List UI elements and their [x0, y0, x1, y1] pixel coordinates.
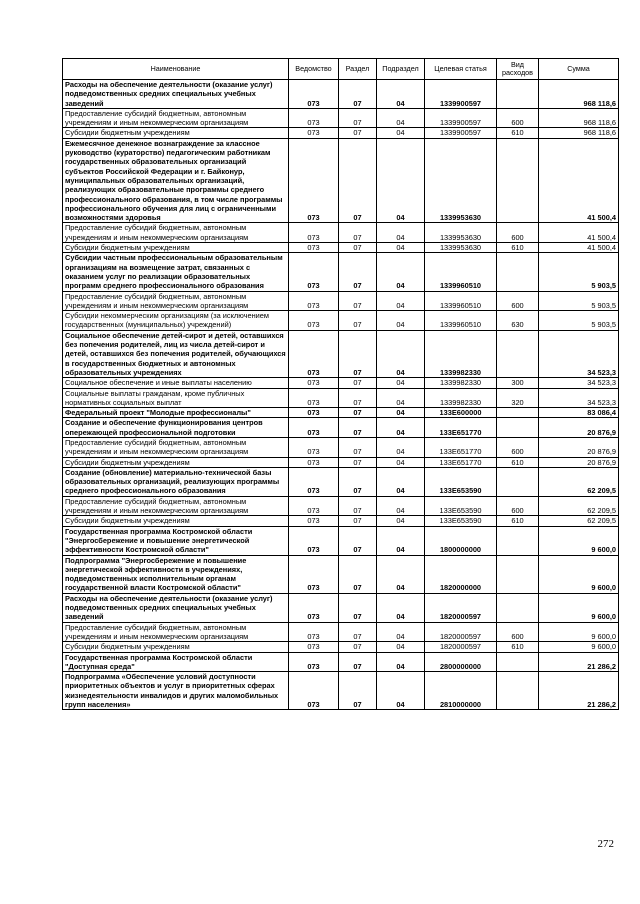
cell-summa: 41 500,4 [539, 138, 619, 223]
cell-podrazdel: 04 [377, 388, 425, 408]
cell-razdel: 07 [339, 243, 377, 253]
cell-vid-rashodov: 610 [497, 457, 539, 467]
cell-name: Государственная программа Костромской области "Энергосбережение и повышение энергетической эффективности Костромской области" [63, 526, 289, 555]
cell-podrazdel: 04 [377, 243, 425, 253]
cell-summa: 5 903,5 [539, 253, 619, 291]
cell-vid-rashodov: 600 [497, 291, 539, 311]
cell-vedomstvo: 073 [289, 467, 339, 496]
cell-celevaya-statya: 1339960510 [425, 311, 497, 331]
table-row [63, 138, 619, 223]
cell-razdel: 07 [339, 388, 377, 408]
cell-razdel: 07 [339, 108, 377, 128]
cell-vid-rashodov: 610 [497, 243, 539, 253]
cell-razdel: 07 [339, 672, 377, 710]
table-row [63, 223, 619, 243]
table-row [63, 80, 619, 109]
cell-podrazdel: 04 [377, 516, 425, 526]
cell-vedomstvo: 073 [289, 330, 339, 377]
cell-name: Субсидии бюджетным учреждениям [63, 243, 289, 253]
cell-razdel: 07 [339, 622, 377, 642]
cell-vedomstvo: 073 [289, 408, 339, 418]
table-row [63, 652, 619, 672]
table-header-row [63, 59, 619, 80]
cell-vedomstvo: 073 [289, 418, 339, 438]
cell-celevaya-statya: 1820000597 [425, 622, 497, 642]
cell-podrazdel: 04 [377, 330, 425, 377]
cell-razdel: 07 [339, 526, 377, 555]
cell-celevaya-statya: 2810000000 [425, 672, 497, 710]
cell-celevaya-statya: 133E653590 [425, 516, 497, 526]
cell-name: Создание и обеспечение функционирования центров опережающей профессиональной подготовки [63, 418, 289, 438]
cell-vedomstvo: 073 [289, 652, 339, 672]
cell-summa: 9 600,0 [539, 555, 619, 593]
cell-celevaya-statya: 133E651770 [425, 418, 497, 438]
cell-summa: 5 903,5 [539, 311, 619, 331]
cell-name: Ежемесячное денежное вознаграждение за классное руководство (кураторство) педагогическим работникам государственных образовательных организаций субъектов Российской Федерации и г. Байконур, муниципальных образовательных организаций, реализующих образовательные программы среднего профессионального образования, в том числе программы профессионального обучения для лиц с ограниченными возможностями здоровья [63, 138, 289, 223]
cell-vid-rashodov: 600 [497, 496, 539, 516]
cell-vid-rashodov [497, 418, 539, 438]
cell-name: Субсидии бюджетным учреждениям [63, 457, 289, 467]
cell-celevaya-statya: 1339982330 [425, 330, 497, 377]
table-row [63, 253, 619, 291]
cell-vid-rashodov: 600 [497, 622, 539, 642]
cell-podrazdel: 04 [377, 467, 425, 496]
cell-podrazdel: 04 [377, 378, 425, 388]
table-row [63, 311, 619, 331]
cell-razdel: 07 [339, 652, 377, 672]
cell-razdel: 07 [339, 223, 377, 243]
cell-vid-rashodov [497, 593, 539, 622]
cell-podrazdel: 04 [377, 128, 425, 138]
cell-vedomstvo: 073 [289, 388, 339, 408]
table-row [63, 526, 619, 555]
cell-celevaya-statya: 1800000000 [425, 526, 497, 555]
cell-vedomstvo: 073 [289, 457, 339, 467]
cell-celevaya-statya: 1339960510 [425, 253, 497, 291]
cell-vedomstvo: 073 [289, 496, 339, 516]
cell-vid-rashodov [497, 526, 539, 555]
table-row [63, 496, 619, 516]
cell-razdel: 07 [339, 253, 377, 291]
cell-podrazdel: 04 [377, 672, 425, 710]
cell-name: Предоставление субсидий бюджетным, автономным учреждениям и иным некоммерческим организациям [63, 223, 289, 243]
cell-name: Предоставление субсидий бюджетным, автономным учреждениям и иным некоммерческим организациям [63, 108, 289, 128]
cell-summa: 9 600,0 [539, 622, 619, 642]
header-vid-rashodov: Вид расходов [497, 59, 539, 80]
cell-summa: 62 209,5 [539, 496, 619, 516]
table-row [63, 388, 619, 408]
cell-podrazdel: 04 [377, 622, 425, 642]
cell-vid-rashodov: 600 [497, 437, 539, 457]
header-razdel: Раздел [339, 59, 377, 80]
cell-podrazdel: 04 [377, 437, 425, 457]
cell-razdel: 07 [339, 128, 377, 138]
cell-vid-rashodov [497, 555, 539, 593]
header-podrazdel: Подраздел [377, 59, 425, 80]
cell-vid-rashodov: 300 [497, 378, 539, 388]
cell-celevaya-statya: 1339982330 [425, 378, 497, 388]
table-row [63, 330, 619, 377]
cell-summa: 62 209,5 [539, 467, 619, 496]
cell-razdel: 07 [339, 593, 377, 622]
cell-razdel: 07 [339, 138, 377, 223]
cell-podrazdel: 04 [377, 526, 425, 555]
cell-podrazdel: 04 [377, 138, 425, 223]
cell-celevaya-statya: 1339900597 [425, 80, 497, 109]
cell-vid-rashodov [497, 408, 539, 418]
cell-summa: 968 118,6 [539, 108, 619, 128]
cell-name: Субсидии некоммерческим организациям (за исключением государственных (муниципальных) учреждений) [63, 311, 289, 331]
cell-podrazdel: 04 [377, 496, 425, 516]
cell-vedomstvo: 073 [289, 642, 339, 652]
cell-vedomstvo: 073 [289, 80, 339, 109]
cell-razdel: 07 [339, 418, 377, 438]
cell-vid-rashodov [497, 672, 539, 710]
cell-vid-rashodov [497, 80, 539, 109]
cell-name: Расходы на обеспечение деятельности (оказание услуг) подведомственных средних специальных учебных заведений [63, 593, 289, 622]
header-vedomstvo: Ведомство [289, 59, 339, 80]
cell-celevaya-statya: 1339900597 [425, 128, 497, 138]
cell-podrazdel: 04 [377, 457, 425, 467]
cell-summa: 9 600,0 [539, 593, 619, 622]
table-body [63, 80, 619, 710]
cell-razdel: 07 [339, 80, 377, 109]
cell-podrazdel: 04 [377, 555, 425, 593]
cell-razdel: 07 [339, 496, 377, 516]
cell-summa: 21 286,2 [539, 672, 619, 710]
cell-name: Создание (обновление) материально-технической базы образовательных организаций, реализующих программы среднего профессионального образования [63, 467, 289, 496]
cell-name: Субсидии бюджетным учреждениям [63, 516, 289, 526]
cell-summa: 41 500,4 [539, 243, 619, 253]
cell-podrazdel: 04 [377, 253, 425, 291]
budget-table [62, 58, 619, 710]
cell-podrazdel: 04 [377, 108, 425, 128]
cell-vedomstvo: 073 [289, 128, 339, 138]
cell-vid-rashodov: 610 [497, 642, 539, 652]
cell-celevaya-statya: 2800000000 [425, 652, 497, 672]
cell-vid-rashodov: 630 [497, 311, 539, 331]
cell-name: Субсидии бюджетным учреждениям [63, 128, 289, 138]
cell-podrazdel: 04 [377, 80, 425, 109]
cell-vid-rashodov [497, 138, 539, 223]
cell-name: Подпрограмма "Энергосбережение и повышение энергетической эффективности в учреждениях, подведомственных исполнительным органам государственной власти Костромской области" [63, 555, 289, 593]
table-row [63, 418, 619, 438]
cell-vedomstvo: 073 [289, 526, 339, 555]
cell-vedomstvo: 073 [289, 672, 339, 710]
table-row [63, 108, 619, 128]
table-row [63, 408, 619, 418]
cell-celevaya-statya: 1820000597 [425, 642, 497, 652]
table-row [63, 243, 619, 253]
cell-podrazdel: 04 [377, 642, 425, 652]
cell-vedomstvo: 073 [289, 243, 339, 253]
header-summa: Сумма [539, 59, 619, 80]
cell-vedomstvo: 073 [289, 555, 339, 593]
cell-vid-rashodov: 320 [497, 388, 539, 408]
cell-vedomstvo: 073 [289, 223, 339, 243]
cell-name: Субсидии бюджетным учреждениям [63, 642, 289, 652]
table-row [63, 467, 619, 496]
cell-podrazdel: 04 [377, 408, 425, 418]
table-row [63, 516, 619, 526]
cell-razdel: 07 [339, 311, 377, 331]
cell-name: Предоставление субсидий бюджетным, автономным учреждениям и иным некоммерческим организациям [63, 291, 289, 311]
cell-vedomstvo: 073 [289, 138, 339, 223]
cell-celevaya-statya: 1339960510 [425, 291, 497, 311]
cell-summa: 9 600,0 [539, 642, 619, 652]
cell-celevaya-statya: 133E653590 [425, 467, 497, 496]
cell-celevaya-statya: 1339953630 [425, 223, 497, 243]
cell-name: Субсидии частным профессиональным образовательным организациям на возмещение затрат, связанных с оказанием услуг по реализации образовательных программ среднего профессионального образования [63, 253, 289, 291]
cell-podrazdel: 04 [377, 418, 425, 438]
cell-vedomstvo: 073 [289, 311, 339, 331]
cell-name: Социальные выплаты гражданам, кроме публичных нормативных социальных выплат [63, 388, 289, 408]
cell-razdel: 07 [339, 516, 377, 526]
cell-summa: 34 523,3 [539, 388, 619, 408]
cell-vid-rashodov: 600 [497, 223, 539, 243]
cell-vid-rashodov: 610 [497, 128, 539, 138]
cell-vid-rashodov [497, 467, 539, 496]
cell-razdel: 07 [339, 291, 377, 311]
cell-summa: 34 523,3 [539, 330, 619, 377]
page-number: 272 [597, 838, 614, 850]
cell-vid-rashodov: 610 [497, 516, 539, 526]
table-row [63, 378, 619, 388]
cell-celevaya-statya: 133E651770 [425, 437, 497, 457]
cell-name: Предоставление субсидий бюджетным, автономным учреждениям и иным некоммерческим организациям [63, 437, 289, 457]
table-row [63, 622, 619, 642]
cell-razdel: 07 [339, 457, 377, 467]
table-row [63, 555, 619, 593]
cell-podrazdel: 04 [377, 593, 425, 622]
cell-podrazdel: 04 [377, 311, 425, 331]
cell-summa: 20 876,9 [539, 437, 619, 457]
cell-summa: 83 086,4 [539, 408, 619, 418]
cell-podrazdel: 04 [377, 223, 425, 243]
cell-vedomstvo: 073 [289, 622, 339, 642]
cell-vid-rashodov [497, 330, 539, 377]
table-row [63, 593, 619, 622]
cell-name: Федеральный проект "Молодые профессионалы" [63, 408, 289, 418]
cell-name: Предоставление субсидий бюджетным, автономным учреждениям и иным некоммерческим организациям [63, 496, 289, 516]
cell-name: Социальное обеспечение детей-сирот и детей, оставшихся без попечения родителей, лиц из числа детей-сирот и детей, оставшихся без попечения родителей, обучающихся в государственных бюджетных и автономных образовательных учреждениях [63, 330, 289, 377]
cell-name: Предоставление субсидий бюджетным, автономным учреждениям и иным некоммерческим организациям [63, 622, 289, 642]
cell-vedomstvo: 073 [289, 291, 339, 311]
cell-vedomstvo: 073 [289, 593, 339, 622]
cell-summa: 41 500,4 [539, 223, 619, 243]
cell-razdel: 07 [339, 437, 377, 457]
cell-summa: 20 876,9 [539, 418, 619, 438]
cell-razdel: 07 [339, 555, 377, 593]
cell-razdel: 07 [339, 378, 377, 388]
cell-summa: 9 600,0 [539, 526, 619, 555]
cell-vedomstvo: 073 [289, 108, 339, 128]
cell-celevaya-statya: 133E600000 [425, 408, 497, 418]
cell-name: Расходы на обеспечение деятельности (оказание услуг) подведомственных средних специальных учебных заведений [63, 80, 289, 109]
cell-summa: 34 523,3 [539, 378, 619, 388]
cell-razdel: 07 [339, 330, 377, 377]
cell-razdel: 07 [339, 408, 377, 418]
header-celevaya-statya: Целевая статья [425, 59, 497, 80]
cell-vedomstvo: 073 [289, 378, 339, 388]
table-row [63, 128, 619, 138]
cell-razdel: 07 [339, 642, 377, 652]
cell-name: Государственная программа Костромской области "Доступная среда" [63, 652, 289, 672]
cell-celevaya-statya: 1339982330 [425, 388, 497, 408]
cell-summa: 5 903,5 [539, 291, 619, 311]
cell-summa: 968 118,6 [539, 128, 619, 138]
cell-vedomstvo: 073 [289, 253, 339, 291]
table-row [63, 672, 619, 710]
cell-name: Подпрограмма «Обеспечение условий доступности приоритетных объектов и услуг в приоритетных сферах жизнедеятельности инвалидов и других маломобильных групп населения» [63, 672, 289, 710]
cell-name: Социальное обеспечение и иные выплаты населению [63, 378, 289, 388]
cell-celevaya-statya: 1339953630 [425, 138, 497, 223]
cell-celevaya-statya: 133E653590 [425, 496, 497, 516]
cell-summa: 20 876,9 [539, 457, 619, 467]
cell-vid-rashodov [497, 652, 539, 672]
cell-summa: 968 118,6 [539, 80, 619, 109]
cell-podrazdel: 04 [377, 291, 425, 311]
table-row [63, 457, 619, 467]
header-name: Наименование [63, 59, 289, 80]
cell-vid-rashodov [497, 253, 539, 291]
cell-podrazdel: 04 [377, 652, 425, 672]
cell-celevaya-statya: 1820000597 [425, 593, 497, 622]
cell-celevaya-statya: 1339900597 [425, 108, 497, 128]
cell-summa: 21 286,2 [539, 652, 619, 672]
table-row [63, 437, 619, 457]
table-row [63, 291, 619, 311]
cell-celevaya-statya: 133E651770 [425, 457, 497, 467]
cell-vedomstvo: 073 [289, 516, 339, 526]
cell-celevaya-statya: 1820000000 [425, 555, 497, 593]
cell-razdel: 07 [339, 467, 377, 496]
cell-vid-rashodov: 600 [497, 108, 539, 128]
cell-summa: 62 209,5 [539, 516, 619, 526]
cell-celevaya-statya: 1339953630 [425, 243, 497, 253]
table-row [63, 642, 619, 652]
cell-vedomstvo: 073 [289, 437, 339, 457]
